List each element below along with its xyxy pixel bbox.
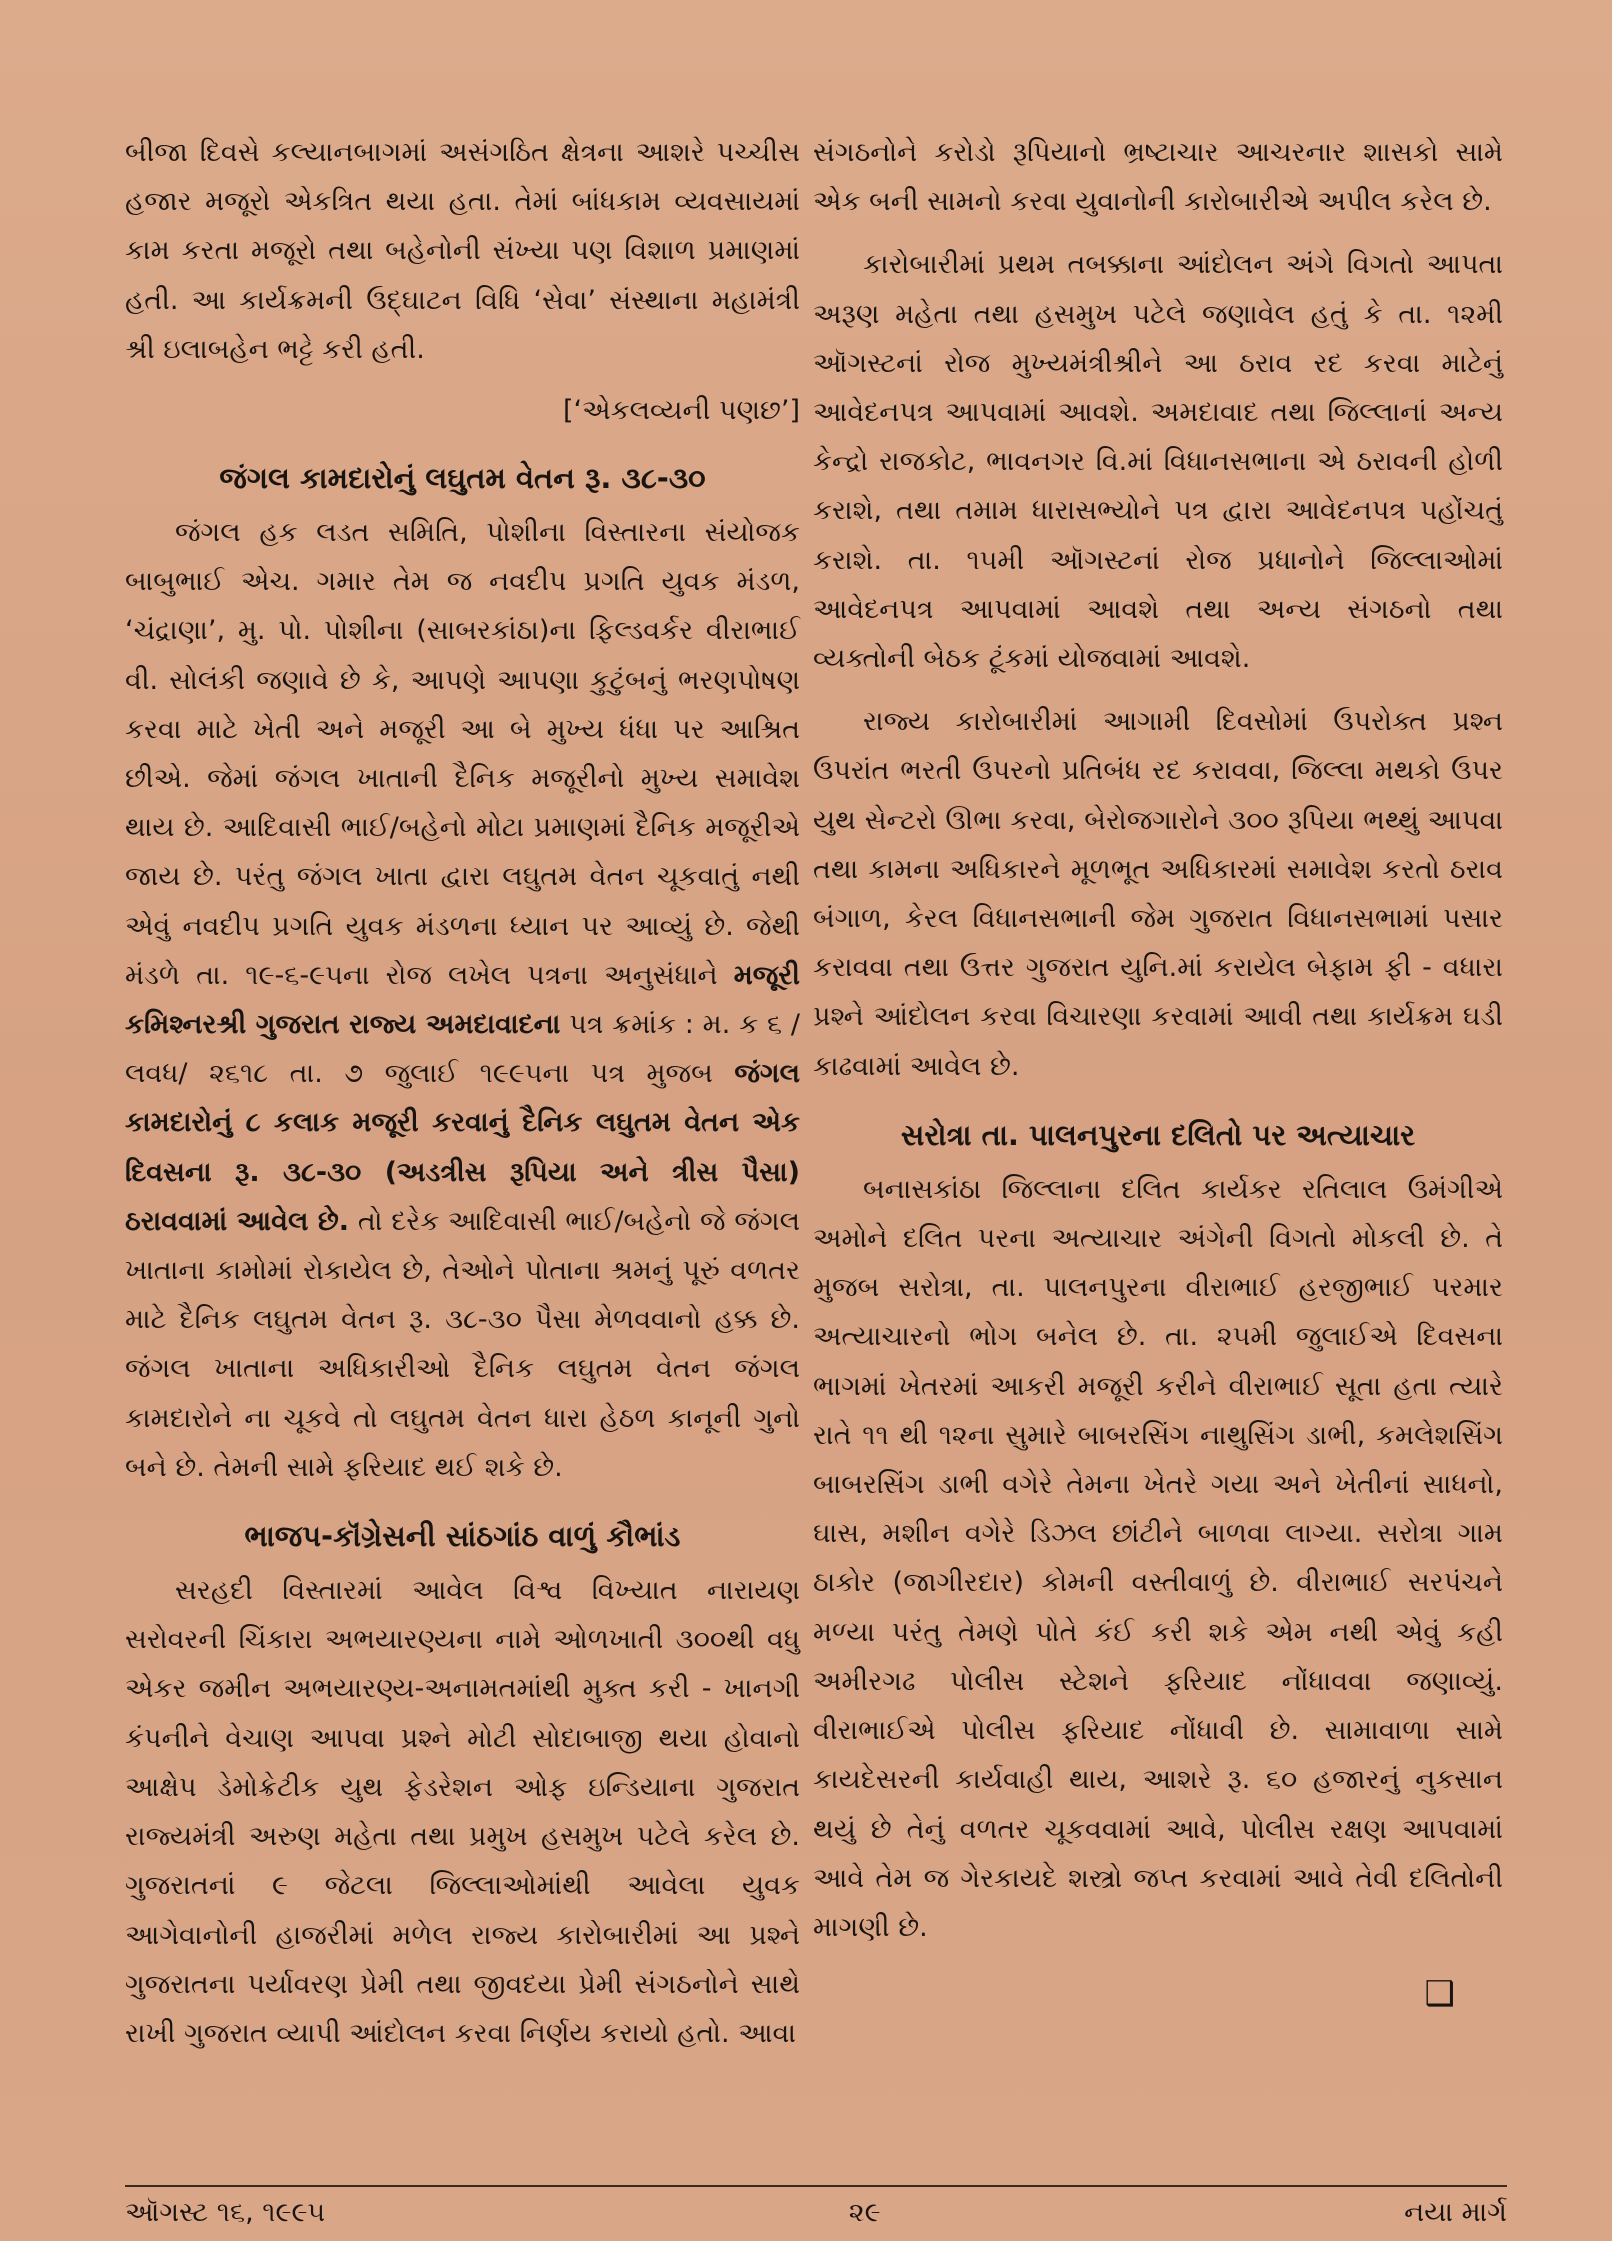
footer-date: ઑગસ્ટ ૧૬, ૧૯૯૫: [125, 2197, 326, 2228]
right-paragraph-3: રાજ્ય કારોબારીમાં આગામી દિવસોમાં ઉપરોક્ત પ્રશ્ન ઉપરાંત ભરતી ઉપરનો પ્રતિબંધ રદ કરાવવા, જિલ્લા મથકો ઉપર યુથ સેન્ટરો ઊભા કરવા, બેરોજગારોને ૩૦૦ રૂપિયા ભથ્થું આપવા તથા કામના અધિકારને મૂળભૂત અધિકારમાં સમાવેશ કરતો ઠરાવ બંગાળ, કેરલ વિધાનસભાની જેમ ગુજરાત વિધાનસભામાં પસાર કરાવવા તથા ઉત્તર ગુજરાત યુનિ.માં કરાયેલ બેફામ ફી - વધારા પ્રશ્ને આંદોલન કરવા વિચારણા કરવામાં આવી તથા કાર્યક્રમ ઘડી કાઢવામાં આવેલ છે.: [813, 706, 1503, 1082]
para2-text-c: પત્ર ક્રમાંક : મ. ક ૬ / લવધ/ ૨૬૧૮ તા. ૭ જુલાઈ ૧૯૯૫ના પત્ર મુજબ: [125, 1009, 800, 1090]
footer-page-number: ૨૯: [848, 2197, 881, 2228]
left-paragraph-3: સરહદી વિસ્તારમાં આવેલ વિશ્વ વિખ્યાત નારાયણ સરોવરની ચિંકારા અભયારણ્યના નામે ઓળખાતી ૩૦૦થી વધુ એકર જમીન અભયારણ્ય-અનામતમાંથી મુક્ત કરી - ખાનગી કંપનીને વેચાણ આપવા પ્રશ્ને મોટી સોદાબાજી થયા હોવાનો આક્ષેપ ડેમોક્રેટીક યુથ ફેડરેશન ઓફ ઇન્ડિયાના ગુજરાત રાજ્યમંત્રી અરુણ મહેતા તથા પ્રમુખ હસમુખ પટેલે કરેલ છે. ગુજરાતનાં ૯ જેટલા જિલ્લાઓમાંથી આવેલા યુવક આગેવાનોની હાજરીમાં મળેલ રાજ્ય કારોબારીમાં આ પ્રશ્ને ગુજરાતના પર્યાવરણ પ્રેમી તથા જીવદયા પ્રેમી સંગઠનોને સાથે રાખી ગુજરાત વ્યાપી આંદોલન કરવા નિર્ણય કરાયો હતો. આવા: [125, 1575, 800, 2049]
para2-bold-wage: જંગલ કામદારોનું ૮ કલાક મજૂરી કરવાનું દૈનિક લઘુતમ વેતન એક દિવસના રૂ. ૩૮-૩૦ (અડત્રીસ રૂપિયા અને ત્રીસ પૈસા) ઠરાવવામાં આવેલ છે.: [125, 1058, 801, 1237]
page-footer: [125, 2185, 1507, 2229]
para2-bold-commissioner: મજૂરી કમિશ્નરશ્રી ગુજરાત રાજ્ય અમદાવાદના: [125, 959, 800, 1041]
right-paragraph-4: બનાસકાંઠા જિલ્લાના દલિત કાર્યકર રતિલાલ ઉમંગીએ અમોને દલિત પરના અત્યાચાર અંગેની વિગતો મોકલી છે. તે મુજબ સરોત્રા, તા. પાલનપુરના વીરાભાઈ હરજીભાઈ પરમાર અત્યાચારનો ભોગ બનેલ છે. તા. ૨૫મી જુલાઈએ દિવસના ભાગમાં ખેતરમાં આકરી મજૂરી કરીને વીરાભાઈ સૂતા હતા ત્યારે રાતે ૧૧ થી ૧૨ના સુમારે બાબરસિંગ નાથુસિંગ ડાભી, કમલેશસિંગ બાબરસિંગ ડાભી વગેરે તેમના ખેતરે ગયા અને ખેતીનાં સાધનો, ઘાસ, મશીન વગેરે ડિઝલ છાંટીને બાળવા લાગ્યા. સરોત્રા ગામ ઠાકોર (જાગીરદાર) કોમની વસ્તીવાળું છે. વીરાભાઈ સરપંચને મળ્યા પરંતુ તેમણે પોતે કંઈ કરી શકે એમ નથી એવું કહી અમીરગઢ પોલીસ સ્ટેશને ફરિયાદ નોંધાવવા જણાવ્યું. વીરાભાઈએ પોલીસ ફરિયાદ નોંધાવી છે. સામાવાળા સામે કાયદેસરની કાર્યવાહી થાય, આશરે રૂ. ૬૦ હજારનું નુકસાન થયું છે તેનું વળતર ચૂકવવામાં આવે, પોલીસ રક્ષણ આપવામાં આવે તેમ જ ગેરકાયદે શસ્ત્રો જપ્ત કરવામાં આવે તેવી દલિતોની માગણી છે.: [813, 1173, 1503, 1943]
left-paragraph-2: [125, 508, 800, 1492]
heading-forest-wage: જંગલ કામદારોનું લઘુતમ વેતન રૂ. ૩૮-૩૦: [219, 461, 706, 496]
left-column: [125, 128, 800, 2058]
footer-publication: નયા માર્ગ: [1404, 2197, 1507, 2228]
end-of-article-icon: ❑: [1424, 1974, 1455, 2015]
right-paragraph-1: સંગઠનોને કરોડો રૂપિયાનો ભ્રષ્ટાચાર આચરનાર શાસકો સામે એક બની સામનો કરવા યુવાનોની કારોબારીએ અપીલ કરેલ છે.: [813, 137, 1503, 218]
para2-text-a: જંગલ હક લડત સમિતિ, પોશીના વિસ્તારના સંયોજક બાબુભાઈ એચ. ગમાર તેમ જ નવદીપ પ્રગતિ યુવક મંડળ, ‘ચંદ્રાણા’, મુ. પો. પોશીના (સાબરકાંઠા)ના ફિલ્ડવર્કર વીરાભાઈ વી. સોલંકી જણાવે છે કે, આપણે આપણા કુટુંબનું ભરણપોષણ કરવા માટે ખેતી અને મજૂરી આ બે મુખ્ય ધંધા પર આશ્રિત છીએ. જેમાં જંગલ ખાતાની દૈનિક મજૂરીનો મુખ્ય સમાવેશ થાય છે. આદિવાસી ભાઈ/બહેનો મોટા પ્રમાણમાં દૈનિક મજૂરીએ જાય છે. પરંતુ જંગલ ખાતા દ્વારા લઘુતમ વેતન ચૂકવાતું નથી એવું નવદીપ પ્રગતિ યુવક મંડળના ધ્યાન પર આવ્યું છે. જેથી મંડળે તા. ૧૯-૬-૯૫ના રોજ લખેલ પત્રના અનુસંધાને: [125, 517, 800, 991]
source-citation: [‘એકલવ્યની પણછ’]: [562, 395, 800, 427]
heading-scam: ભાજપ-કૉંગ્રેસની સાંઠગાંઠ વાળું કૌભાંડ: [244, 1519, 681, 1554]
right-paragraph-2: કારોબારીમાં પ્રથમ તબક્કાના આંદોલન અંગે વિગતો આપતા અરૂણ મહેતા તથા હસમુખ પટેલે જણાવેલ હતું કે તા. ૧૨મી ઑગસ્ટનાં રોજ મુખ્યમંત્રીશ્રીને આ ઠરાવ રદ કરવા માટેનું આવેદનપત્ર આપવામાં આવશે. અમદાવાદ તથા જિલ્લાનાં અન્ય કેન્દ્રો રાજકોટ, ભાવનગર વિ.માં વિધાનસભાના એ ઠરાવની હોળી કરાશે, તથા તમામ ધારાસભ્યોને પત્ર દ્વારા આવેદનપત્ર પહોંચતું કરાશે. તા. ૧૫મી ઑગસ્ટનાં રોજ પ્રધાનોને જિલ્લાઓમાં આવેદનપત્ર આપવામાં આવશે તથા અન્ય સંગઠનો તથા વ્યક્તોની બેઠક ટૂંકમાં યોજવામાં આવશે.: [813, 249, 1503, 675]
para2-text-d: તો દરેક આદિવાસી ભાઈ/બહેનો જે જંગલ ખાતાના કામોમાં રોકાયેલ છે, તેઓને પોતાના શ્રમનું પૂરું વળતર માટે દૈનિક લઘુતમ વેતન રૂ. ૩૮-૩૦ પૈસા મેળવવાનો હક્ક છે. જંગલ ખાતાના અધિકારીઓ દૈનિક લઘુતમ વેતન જંગલ કામદારોને ના ચૂકવે તો લઘુતમ વેતન ધારા હેઠળ કાનૂની ગુનો બને છે. તેમની સામે ફરિયાદ થઈ શકે છે.: [125, 1205, 800, 1483]
right-column: [813, 128, 1503, 2014]
heading-atrocity: સરોત્રા તા. પાલનપુરના દલિતો પર અત્યાચાર: [900, 1117, 1416, 1152]
left-paragraph-1: બીજા દિવસે કલ્યાનબાગમાં અસંગઠિત ક્ષેત્રના આશરે પચ્ચીસ હજાર મજૂરો એકત્રિત થયા હતા. તેમાં બાંધકામ વ્યવસાયમાં કામ કરતા મજૂરો તથા બહેનોની સંખ્યા પણ વિશાળ પ્રમાણમાં હતી. આ કાર્યક્રમની ઉદ્ઘાટન વિધિ ‘સેવા’ સંસ્થાના મહામંત્રી શ્રી ઇલાબહેન ભટ્ટે કરી હતી.: [125, 137, 800, 365]
